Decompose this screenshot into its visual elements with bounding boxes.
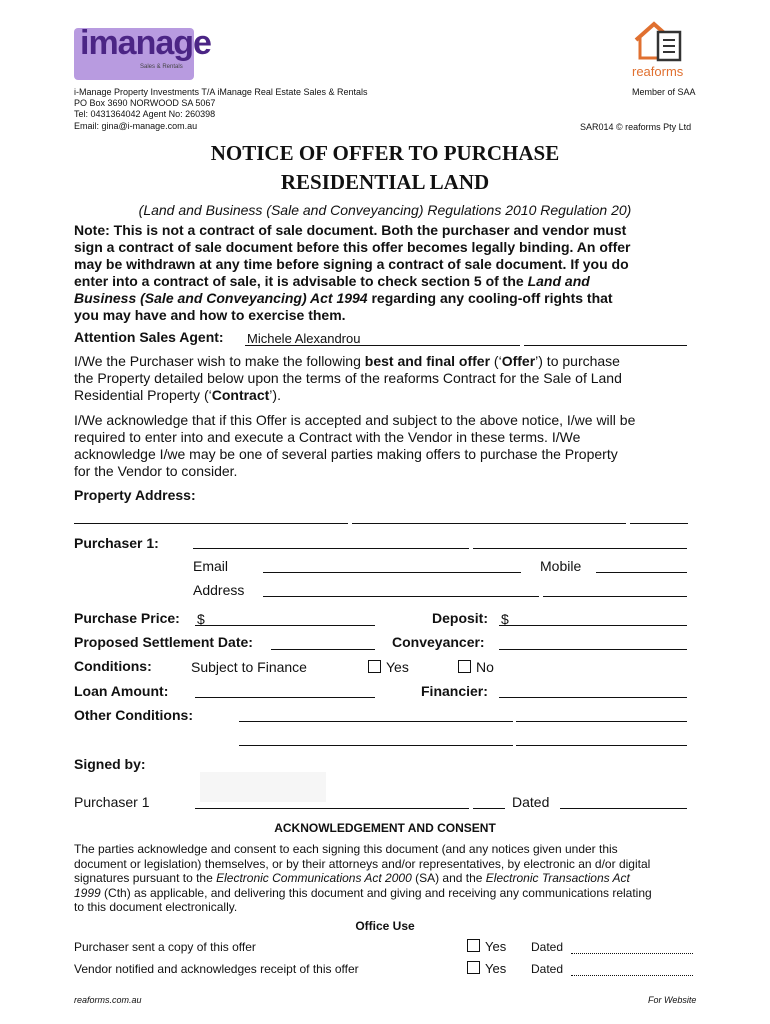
attention-value[interactable]: Michele Alexandrou [247, 331, 361, 346]
deposit-dollar: $ [501, 611, 509, 627]
purchaser1-sign-label: Purchaser 1 [74, 794, 150, 810]
offer-text: ’). [269, 387, 281, 403]
office-row-2-checkbox[interactable] [467, 961, 480, 974]
acknowledge-paragraph [74, 412, 694, 480]
purchaser1-name-field-2[interactable] [473, 548, 687, 549]
property-address-field-3[interactable] [630, 523, 688, 524]
address-label: Address [193, 582, 245, 598]
other-conditions-field-3[interactable] [239, 745, 513, 746]
ack-text: (Cth) as applicable, and delivering this document and giving and receiving any communications relating [100, 885, 652, 900]
regulation-subtitle: (Land and Business (Sale and Conveyancing) Regulations 2010 Regulation 20) [138, 202, 632, 218]
finance-yes-option[interactable] [368, 659, 409, 675]
acknowledge-line: I/We acknowledge that if this Offer is accepted and subject to the above notice, I/we will be [74, 412, 636, 428]
attention-field-line-2[interactable] [524, 345, 687, 346]
office-row-2-yes[interactable] [467, 961, 506, 976]
attention-label: Attention Sales Agent: [74, 329, 224, 345]
office-row-2-dated-field[interactable] [571, 975, 693, 976]
deposit-label: Deposit: [432, 610, 488, 626]
offer-paragraph [74, 353, 694, 404]
note-line [74, 273, 694, 290]
purchaser1-label: Purchaser 1: [74, 535, 159, 551]
agency-line-1: i-Manage Property Investments T/A iManage Real Estate Sales & Rentals [74, 87, 368, 97]
acknowledge-line: for the Vendor to consider. [74, 463, 238, 479]
yes-checkbox[interactable] [368, 660, 381, 673]
conditions-label: Conditions: [74, 658, 152, 674]
no-text: No [476, 659, 494, 675]
conveyancer-field[interactable] [499, 649, 687, 650]
purchase-price-label: Purchase Price: [74, 610, 180, 626]
email-field[interactable] [263, 572, 521, 573]
reaforms-logo-text: reaforms [632, 64, 684, 79]
deposit-field[interactable] [499, 625, 687, 626]
purchaser1-signature-field[interactable] [195, 808, 469, 809]
imanage-logo-sub: Sales & Rentals [140, 64, 183, 70]
dated-field[interactable] [560, 808, 687, 809]
offer-line [74, 353, 694, 370]
ack-text: signatures pursuant to the [74, 871, 217, 885]
note-text: regarding any cooling-off rights that [367, 290, 613, 306]
property-address-field[interactable] [74, 523, 348, 524]
ack-paragraph [74, 842, 704, 915]
offer-text: ’) to purchase [535, 353, 620, 369]
other-conditions-label: Other Conditions: [74, 707, 193, 723]
purchaser1-signature-field-2[interactable] [473, 808, 505, 809]
ack-line: to this document electronically. [74, 900, 238, 914]
office-row-1-label: Purchaser sent a copy of this offer [74, 940, 256, 954]
office-use-title: Office Use [355, 919, 415, 933]
offer-text: (‘ [490, 353, 502, 369]
note-act-italic: Business (Sale and Conveyancing) Act 1994 [74, 290, 368, 306]
yes-text: Yes [485, 961, 507, 976]
office-row-1-yes[interactable] [467, 939, 506, 954]
note-line: Note: This is not a contract of sale document. Both the purchaser and vendor must [74, 222, 627, 238]
acknowledge-line: required to enter into and execute a Contract with the Vendor in these terms. I/We [74, 429, 581, 445]
purchase-price-field[interactable] [195, 625, 375, 626]
offer-bold: best and final offer [364, 353, 491, 369]
financier-label: Financier: [421, 683, 488, 699]
note-act-italic: Land and [527, 273, 590, 289]
ack-act-italic: Electronic Transactions Act [485, 871, 630, 885]
purchase-price-dollar: $ [197, 611, 205, 627]
offer-bold: Offer [501, 353, 536, 369]
offer-bold: Contract [211, 387, 270, 403]
subject-to-finance-text: Subject to Finance [191, 659, 307, 675]
email-label: Email [193, 558, 229, 574]
finance-no-option[interactable] [458, 659, 494, 675]
ack-text: (SA) and the [411, 871, 486, 885]
offer-line [74, 387, 694, 404]
ack-title: ACKNOWLEDGEMENT AND CONSENT [274, 821, 496, 835]
office-row-1-checkbox[interactable] [467, 939, 480, 952]
yes-text: Yes [386, 659, 409, 675]
conveyancer-label: Conveyancer: [392, 634, 485, 650]
office-row-2-dated-label: Dated [531, 962, 564, 976]
offer-text: I/We the Purchaser wish to make the following [74, 353, 365, 369]
property-address-label: Property Address: [74, 487, 196, 503]
page-title-line-1: NOTICE OF OFFER TO PURCHASE [210, 141, 560, 165]
settlement-field[interactable] [271, 649, 375, 650]
ack-line [74, 886, 704, 901]
footer-for-website: For Website [648, 995, 697, 1005]
page-title-line-2: RESIDENTIAL LAND [280, 170, 490, 194]
office-row-1-dated-field[interactable] [571, 953, 693, 954]
agency-line-3: Tel: 0431364042 Agent No: 260398 [74, 109, 216, 119]
office-row-1-dated-label: Dated [531, 940, 564, 954]
financier-field[interactable] [499, 697, 687, 698]
mobile-field[interactable] [596, 572, 687, 573]
attention-field-line[interactable] [245, 345, 520, 346]
agency-line-2: PO Box 3690 NORWOOD SA 5067 [74, 98, 216, 108]
member-text: Member of SAA [632, 87, 696, 97]
ack-line: document or legislation) themselves, or by their attorneys and/or representatives, by electronic an d/or digital [74, 856, 651, 871]
office-row-2-label: Vendor notified and acknowledges receipt of this offer [74, 962, 359, 976]
note-paragraph [74, 222, 694, 324]
no-checkbox[interactable] [458, 660, 471, 673]
note-line [74, 290, 694, 307]
imanage-logo-text: imanage [80, 24, 211, 62]
address-field[interactable] [263, 596, 539, 597]
other-conditions-field-2[interactable] [516, 721, 687, 722]
form-code: SAR014 © reaforms Pty Ltd [580, 122, 692, 132]
other-conditions-field[interactable] [239, 721, 513, 722]
offer-line: the Property detailed below upon the terms of the reaforms Contract for the Sale of Land [74, 370, 622, 386]
other-conditions-field-4[interactable] [516, 745, 687, 746]
note-text: enter into a contract of sale, it is advisable to check section 5 of the [74, 273, 528, 289]
offer-text: Residential Property (‘ [74, 387, 212, 403]
signature-box[interactable] [200, 772, 326, 802]
acknowledge-line: acknowledge I/we may be one of several parties making offers to purchase the Property [74, 446, 618, 462]
ack-line [74, 871, 704, 886]
signed-by-label: Signed by: [74, 756, 146, 772]
loan-amount-label: Loan Amount: [74, 683, 169, 699]
ack-act-italic: Electronic Communications Act 2000 [216, 871, 412, 885]
note-line: sign a contract of sale document before this offer becomes legally binding. An offer [74, 239, 631, 255]
ack-act-italic: 1999 [74, 885, 101, 900]
footer-website: reaforms.com.au [74, 995, 142, 1005]
dated-label: Dated [512, 794, 550, 810]
address-field-2[interactable] [543, 596, 687, 597]
loan-amount-field[interactable] [195, 697, 375, 698]
note-line: may be withdrawn at any time before signing a contract of sale document. If you do [74, 256, 629, 272]
reaforms-house-icon [628, 18, 698, 66]
purchaser1-name-field[interactable] [193, 548, 469, 549]
ack-line: The parties acknowledge and consent to each signing this document (and any notices given under this [74, 842, 618, 856]
property-address-field-2[interactable] [352, 523, 626, 524]
settlement-label: Proposed Settlement Date: [74, 634, 253, 650]
yes-text: Yes [485, 939, 507, 954]
agency-line-4: Email: gina@i-manage.com.au [74, 121, 198, 131]
mobile-label: Mobile [540, 558, 582, 574]
note-line: you may have and how to exercise them. [74, 307, 346, 323]
